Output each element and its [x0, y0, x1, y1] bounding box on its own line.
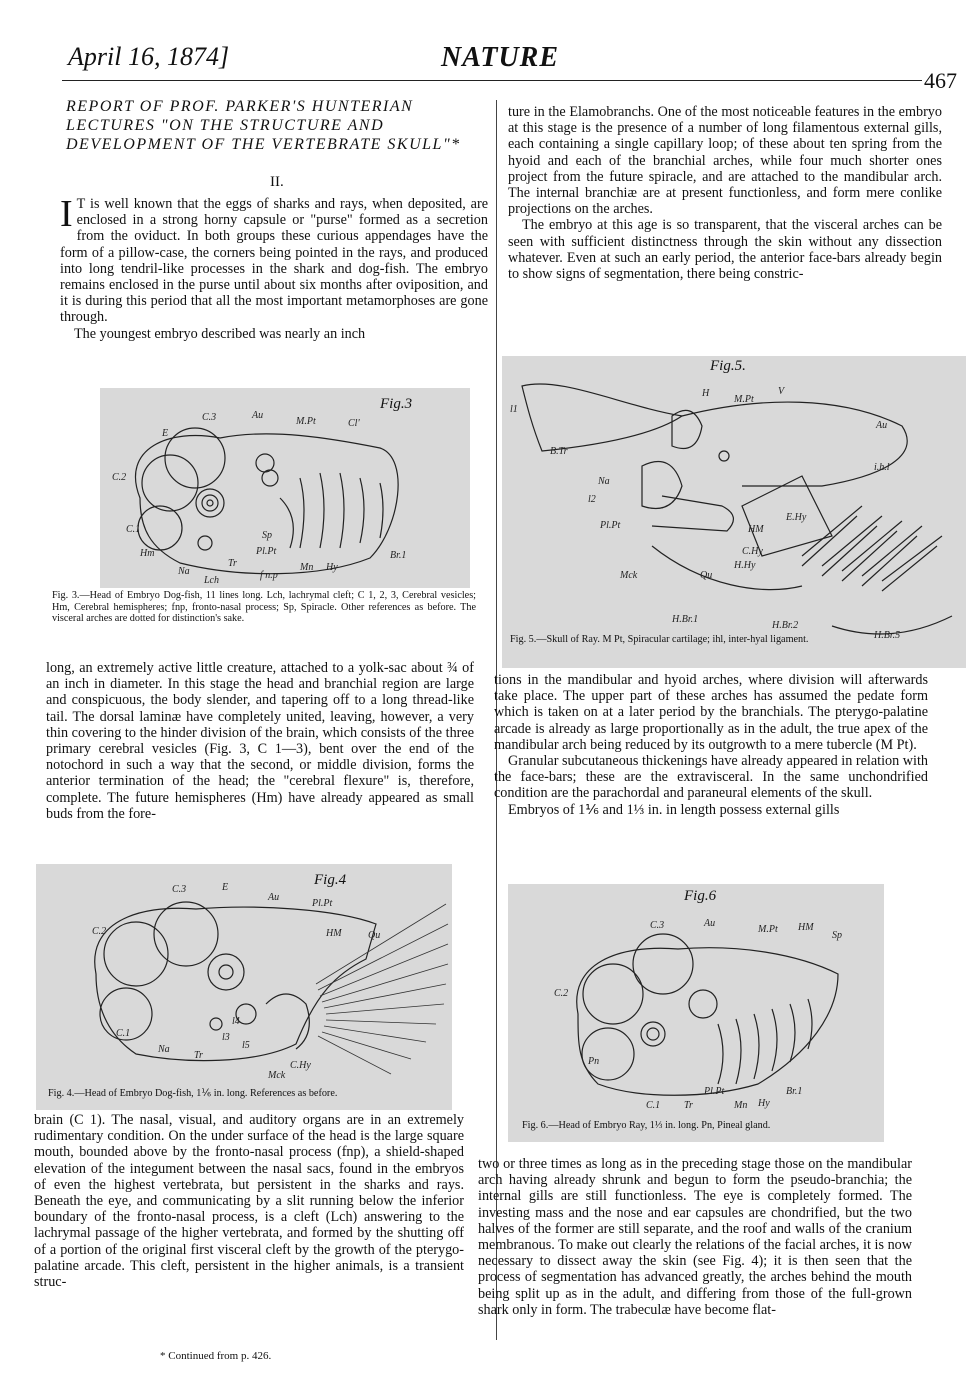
fig4-label-l3: l3: [222, 1032, 230, 1043]
fig5-label-EHy: E.Hy: [786, 512, 807, 523]
header-rule: [62, 80, 922, 81]
fig6-label-C1: C.1: [646, 1100, 661, 1111]
fig6-label-C2: C.2: [554, 988, 569, 999]
left-column-block-2: [46, 660, 474, 822]
figure-5-drawing: [502, 356, 966, 668]
fig6-label-Br1: Br.1: [786, 1086, 803, 1097]
figure-3-caption: Fig. 3.—Head of Embryo Dog-fish, 11 lines long. Lch, lachrymal cleft; C 1, 2, 3, Cerebral vesicles; Hm, Cerebral hemispheres; fnp, fronto-nasal process; Sp, Spiracle. Other references as before. The visceral arches are dotted for distinction's sake.: [52, 590, 476, 624]
figure-6-drawing: [508, 884, 884, 1142]
fig6-label-Mn: Mn: [734, 1100, 748, 1111]
figure-3-drawing: [100, 388, 470, 588]
fig6-label-Hy: Hy: [758, 1098, 770, 1109]
running-header-date: April 16, 1874]: [68, 42, 230, 71]
fig5-label-HHy: H.Hy: [734, 560, 756, 571]
right-column-block-2: [494, 672, 928, 818]
fig4-label-CHy: C.Hy: [290, 1060, 311, 1071]
figure-3-label: Fig.3: [380, 396, 413, 412]
fig4-label-Qu: Qu: [368, 930, 381, 941]
fig5-label-PlPt: Pl.Pt: [600, 520, 621, 531]
fig3-label-PlPt: Pl.Pt: [256, 546, 277, 557]
fig3-label-Au: Au: [252, 410, 264, 421]
fig3-label-Cl: Cl': [348, 418, 360, 429]
paragraph-8: Granular subcutaneous thickenings have already appeared in relation with the face-bars; these are the extravisceral. In the same unchondrified condition are the parachordal and paraneural elements of the skull.: [494, 753, 928, 802]
dropcap: I: [60, 193, 73, 235]
footnote: * Continued from p. 426.: [160, 1350, 272, 1362]
fig4-label-Tr: Tr: [194, 1050, 203, 1061]
figure-5-label: Fig.5.: [710, 358, 746, 374]
fig5-label-HM: HM: [748, 524, 764, 535]
fig6-label-Pn: Pn: [588, 1056, 600, 1067]
fig4-label-Au: Au: [268, 892, 280, 903]
fig5-label-ihl: i.h.l: [874, 462, 890, 473]
fig5-label-CHy: C.Hy: [742, 546, 763, 557]
fig4-label-Mck: Mck: [268, 1070, 286, 1081]
fig6-label-Sp: Sp: [832, 930, 842, 941]
fig5-label-V: V: [778, 386, 785, 397]
fig5-label-H: H: [702, 388, 710, 399]
figure-5: [502, 356, 966, 668]
figure-4: [36, 864, 452, 1110]
fig5-label-Mck: Mck: [620, 570, 638, 581]
fig5-label-HBr5: H.Br.5: [874, 630, 901, 641]
fig3-label-Tr: Tr: [228, 558, 237, 569]
fig6-label-C3: C.3: [650, 920, 665, 931]
figure-6-label: Fig.6: [684, 888, 717, 904]
fig6-label-MPt: M.Pt: [758, 924, 778, 935]
fig3-label-C3: C.3: [202, 412, 217, 423]
fig4-label-C2: C.2: [92, 926, 107, 937]
paragraph-3: long, an extremely active little creature, attached to a yolk-sac about ¾ of an inch in diameter. In this stage the head and branchial region are large and conspicuous, the body slender, and tapering off to a long thread-like tail. The dorsal laminæ have completely united, leaving, however, a very thin covering to the hinder division of the brain, which consists of the three primary cerebral vesicles (Fig. 3, C 1—3), bent over the end of the notochord in such a way that the second, or middle division, forms the anterior termination of the head; the "cerebral flexure" is, therefore, complete. The future hemispheres (Hm) have already appeared as small buds from the fore-: [46, 660, 474, 822]
paragraph-2: The youngest embryo described was nearly an inch: [74, 325, 366, 342]
fig3-label-Hy: Hy: [326, 562, 338, 573]
fig3-label-fnp: f n.p: [260, 570, 278, 581]
paragraph-6: The embryo at this age is so transparent, that the visceral arches can be seen with sufficient distinctness through the skin without any dissection whatever. Even at such an early period, the anterior face-bars already begin to show signs of segmentation, there being constric-: [508, 217, 942, 283]
right-column-block-3: [478, 1156, 912, 1318]
fig4-label-HM: HM: [326, 928, 342, 939]
fig3-label-Mn: Mn: [300, 562, 314, 573]
fig3-label-Lch: Lch: [204, 575, 219, 586]
page-number: 467: [924, 68, 957, 93]
fig4-label-l4: l4: [232, 1016, 240, 1027]
fig3-label-Sp: Sp: [262, 530, 272, 541]
paragraph-4: brain (C 1). The nasal, visual, and auditory organs are in an extremely rudimentary condition. On the under surface of the head is the large square mouth, bounded above by the fronto-nasal process (fnp), a shield-shaped elevation of the integument between the nasal sacs, found in the embryos of even the highest vertebrata, but persistent in the sharks and rays. Beneath the eye, and communicating by a slit running below the inferior boundary of the fronto-nasal process, is a cleft (Lch) answering to the lachrymal passage of the higher vertebrata, and formed by the shutting off of a portion of the original first visceral cleft by the growth of the pterygo-palatine arcade. This cleft, persistent in the higher animals, is a transient struc-: [34, 1112, 464, 1291]
fig5-label-Qu: Qu: [700, 570, 713, 581]
figure-3: [100, 388, 470, 588]
fig3-label-Br1: Br.1: [390, 550, 407, 561]
left-column-block-3: [34, 1112, 464, 1290]
fig5-label-Na: Na: [598, 476, 610, 487]
fig3-label-MPt: M.Pt: [296, 416, 316, 427]
paragraph-1-text: T is well known that the eggs of sharks and rays, when deposited, are enclosed in a strong horny capsule or "purse" formed as a secretion from the oviduct. In both groups these curious appendages have the form of a pillow-case, the corners being pointed in the rays, and produced into long tendril-like processes in the shark and dog-fish. The embryo remains enclosed in the purse until about six months after oviposition, and it is during this period that all the most important metamorphoses are gone through.: [60, 196, 488, 326]
fig6-label-Tr: Tr: [684, 1100, 693, 1111]
figure-5-caption: Fig. 5.—Skull of Ray. M Pt, Spiracular cartilage; ihl, inter-hyal ligament.: [510, 634, 809, 645]
paragraph-9: Embryos of 1⅙ and 1⅓ in. in length possess external gills: [508, 801, 840, 818]
fig6-label-PlPt: Pl.Pt: [704, 1086, 725, 1097]
fig4-label-C1: C.1: [116, 1028, 131, 1039]
fig4-label-PlPt: Pl.Pt: [312, 898, 333, 909]
fig3-label-C2: C.2: [112, 472, 127, 483]
fig4-label-C3: C.3: [172, 884, 187, 895]
left-column-block-1: [60, 193, 488, 342]
fig4-label-Na: Na: [158, 1044, 170, 1055]
paragraph-7: tions in the mandibular and hyoid arches, where division will afterwards take place. The upper part of these arches has assumed the pedate form which is taken on at a later period by the branchials. The pterygo-palatine arcade is already as large proportionally as in the adult, the true apex of the mandibular arch being reduced by its outgrowth to a mere tubercle (M Pt).: [494, 672, 928, 753]
paragraph-1: [60, 193, 488, 326]
fig5-label-l2: l2: [588, 494, 596, 505]
fig5-label-BTr: B.Tr: [550, 446, 568, 457]
figure-4-drawing: [36, 864, 452, 1110]
figure-6: [508, 884, 884, 1142]
fig5-label-HBr2: H.Br.2: [772, 620, 799, 631]
fig5-label-MPt: M.Pt: [734, 394, 754, 405]
fig3-label-Na: Na: [178, 566, 190, 577]
fig4-label-l5: l5: [242, 1040, 250, 1051]
fig3-label-C1: C.1: [126, 524, 141, 535]
fig3-label-Hm: Hm: [140, 548, 155, 559]
fig3-label-E: E: [162, 428, 169, 439]
figure-4-label: Fig.4: [314, 872, 347, 888]
article-title: REPORT OF PROF. PARKER'S HUNTERIAN LECTURES "ON THE STRUCTURE AND DEVELOPMENT OF THE VERTEBRATE SKULL"*: [66, 98, 461, 153]
fig5-label-HBr1: H.Br.1: [672, 614, 699, 625]
fig4-label-E: E: [222, 882, 229, 893]
figure-6-caption: Fig. 6.—Head of Embryo Ray, 1⅓ in. long. Pn, Pineal gland.: [522, 1120, 771, 1131]
journal-name: NATURE: [441, 42, 560, 73]
figure-4-caption: Fig. 4.—Head of Embryo Dog-fish, 1⅙ in. long. References as before.: [48, 1088, 338, 1099]
section-number: II.: [270, 174, 284, 190]
paragraph-10: two or three times as long as in the preceding stage those on the mandibular arch having already shrunk and begun to form the pseudo-branchia; the internal gills are still functionless. The eye is completely formed. The investing mass and the nose and ear capsules are chondrified, but the two halves of the former are still separate, and the roof and walls of the cranium membranous. To make out clearly the relations of the facial arches, it is now necessary to dissect away the skin (see Fig. 4); it is then seen that the process of segmentation has advanced greatly, the arches behind the mouth being split up as in the adult, and differing from those of the full-grown shark only in form. The trabeculæ have become flat-: [478, 1156, 912, 1318]
fig5-label-l1: l1: [510, 404, 518, 415]
fig6-label-HM: HM: [798, 922, 814, 933]
right-column-block-1: [508, 104, 942, 282]
fig6-label-Au: Au: [704, 918, 716, 929]
paragraph-5: ture in the Elamobranchs. One of the most noticeable features in the embryo at this stage is the presence of a number of long filamentous external gills, each containing a single capillary loop; of these about ten spring from the hyoid and each of the branchial arches, while four much shorter ones project from the future spiracle, and are attached to the mandibular arch. The internal branchiæ are at present functionless, and form mere conlike projections on the arches.: [508, 104, 942, 218]
fig5-label-Au: Au: [876, 420, 888, 431]
